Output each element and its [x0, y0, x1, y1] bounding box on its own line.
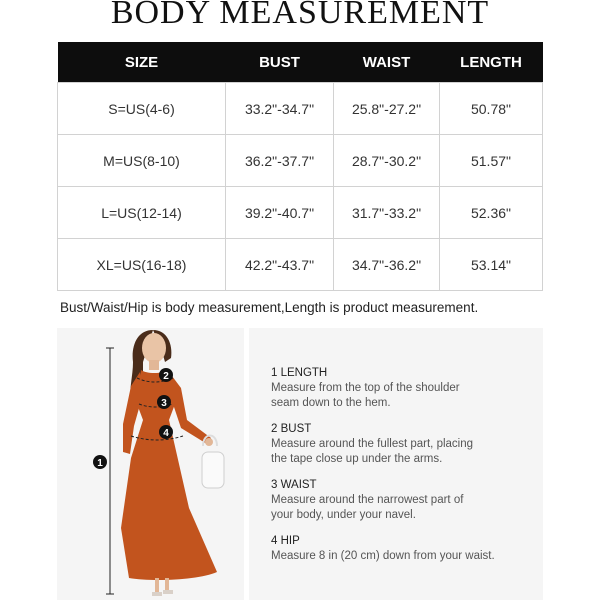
header-waist: WAIST [334, 42, 440, 83]
cell-length: 53.14" [440, 239, 543, 291]
marker-length [93, 455, 107, 469]
step-bust [271, 422, 541, 467]
cell-bust: 42.2"-43.7" [226, 239, 334, 291]
step-desc: Measure from the top of the shoulder [271, 382, 460, 394]
cell-waist: 28.7"-30.2" [334, 135, 440, 187]
cell-waist: 34.7"-36.2" [334, 239, 440, 291]
svg-text:3: 3 [161, 398, 167, 409]
cell-length: 51.57" [440, 135, 543, 187]
handbag [202, 452, 224, 488]
header-bust: BUST [226, 42, 334, 83]
step-desc: your body, under your navel. [271, 509, 416, 521]
right-sleeve [169, 372, 211, 444]
table-row [58, 187, 543, 239]
table-row [58, 83, 543, 135]
measurement-steps [271, 366, 541, 575]
page-title: BODY MEASUREMENT [110, 0, 490, 31]
cell-bust: 33.2"-34.7" [226, 83, 334, 135]
step-desc: the tape close up under the arms. [271, 453, 443, 465]
table-header-row [58, 42, 543, 83]
step-title: 1 LENGTH [271, 367, 328, 379]
cell-bust: 36.2"-37.7" [226, 135, 334, 187]
cell-length: 52.36" [440, 187, 543, 239]
marker-hip [159, 425, 173, 439]
svg-text:4: 4 [163, 428, 169, 439]
face [142, 333, 166, 363]
step-title: 4 HIP [271, 535, 300, 547]
step-desc: Measure around the narrowest part of [271, 494, 464, 506]
step-title: 3 WAIST [271, 479, 317, 491]
marker-waist [157, 395, 171, 409]
dress-figure-illustration [57, 328, 244, 600]
step-hip [271, 534, 541, 564]
cell-waist: 25.8"-27.2" [334, 83, 440, 135]
cell-size: XL=US(16-18) [58, 239, 226, 291]
step-desc: Measure 8 in (20 cm) down from your waist. [271, 550, 495, 562]
cell-size: L=US(12-14) [58, 187, 226, 239]
svg-text:2: 2 [163, 371, 169, 382]
step-desc: Measure around the fullest part, placing [271, 438, 474, 450]
header-length: LENGTH [440, 42, 543, 83]
measurement-note: Bust/Waist/Hip is body measurement,Length is product measurement. [60, 300, 479, 315]
step-title: 2 BUST [271, 423, 312, 435]
cell-size: S=US(4-6) [58, 83, 226, 135]
svg-text:1: 1 [97, 458, 103, 469]
marker-bust [159, 368, 173, 382]
step-desc: seam down to the hem. [271, 397, 391, 409]
cell-size: M=US(8-10) [58, 135, 226, 187]
step-waist [271, 478, 541, 523]
cell-bust: 39.2"-40.7" [226, 187, 334, 239]
cell-waist: 31.7"-33.2" [334, 187, 440, 239]
table-row [58, 239, 543, 291]
table-row [58, 135, 543, 187]
step-length [271, 366, 541, 411]
cell-length: 50.78" [440, 83, 543, 135]
size-chart-table [57, 42, 543, 291]
header-size: SIZE [58, 42, 226, 83]
